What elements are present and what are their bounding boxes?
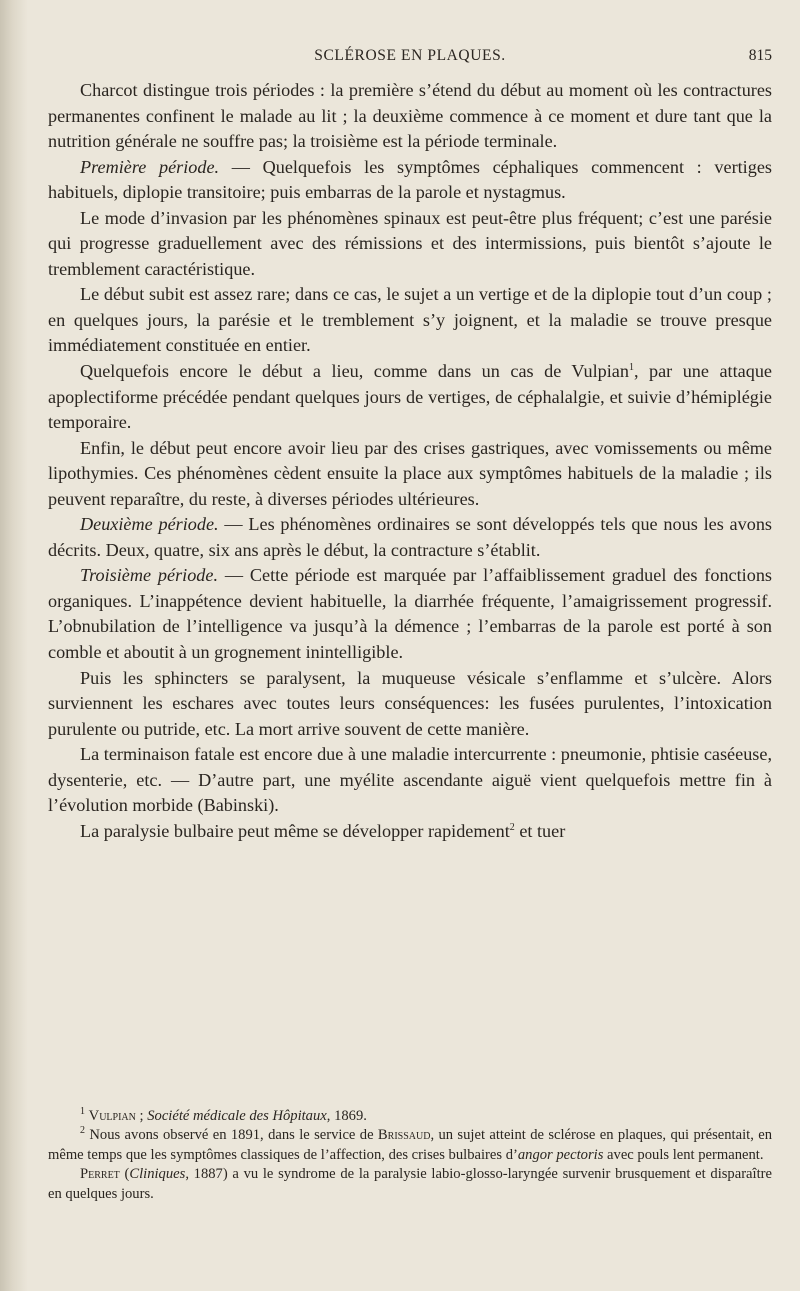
paragraph-2: Première période. — Quelquefois les symptômes céphaliques commencent : vertiges habituels, diplopie transitoire; puis embarras de la parole et nystagmus. <box>48 156 772 203</box>
footnote-1: $^1$ Vulpian ; Société médicale des Hôpitaux, 1869. <box>80 1106 367 1124</box>
footnote-ref-2: 2 <box>509 821 515 833</box>
paragraph-11: La paralysie bulbaire peut même se développer rapidement$^2$ et tuer <box>80 820 566 841</box>
paragraph-9: Puis les sphincters se paralysent, la muqueuse vésicale s’enflamme et s’ulcère. Alors surviennent les eschares avec toutes leurs conséquences: les fusées purulentes, l’intoxication purulente ou putride, etc. La mort arrive souvent de cette manière. <box>48 667 772 739</box>
page-number: 815 <box>748 47 772 64</box>
paragraph-5: Quelquefois encore le début a lieu, comme dans un cas de Vulpian$^1$, par une attaque apoplectiforme précédée pendant quelques jours de vertiges, de céphalalgie, et suivie d’hémiplégie temporaire. <box>48 361 772 433</box>
footnotes <box>48 1107 772 1204</box>
book-page <box>48 0 772 1291</box>
footnote-marker-2: 2 <box>80 1125 85 1137</box>
paragraph-4: Le début subit est assez rare; dans ce cas, le sujet a un vertige et de la diplopie tout d’un coup ; en quelques jours, la parésie et le tremblement s’y joignent, et la maladie se trouve presque immédiatement constituée en entier. <box>48 284 772 356</box>
body-text <box>48 78 772 844</box>
paragraph-7: Deuxième période. — Les phénomènes ordinaires se sont développés tels que nous les avons décrits. Deux, quatre, six ans après le début, la contracture s’établit. <box>48 514 772 560</box>
section-heading-second-period: Deuxième période. <box>80 514 219 535</box>
footnote-2: $^2$ Nous avons observé en 1891, dans le service de Brissaud, un sujet atteint de sclérose en plaques, qui présentait, en même temps que les symptômes classiques de l’affection, des crises bulbaires d’angor pectoris avec pouls lent permanent. <box>48 1125 772 1163</box>
section-heading-third-period: Troisième période. <box>80 565 219 586</box>
footnote-ref-1: 1 <box>628 361 634 373</box>
running-head <box>48 45 772 69</box>
footnote-marker-1: 1 <box>80 1106 85 1118</box>
paragraph-1: Charcot distingue trois périodes : la première s’étend du début au moment où les contractures permanentes confinent le malade au lit ; la deuxième commence à ce moment et dure tant que la nutrition générale ne souffre pas; la troisième est la période terminale. <box>48 80 772 152</box>
paragraph-6: Enfin, le début peut encore avoir lieu par des crises gastriques, avec vomissements ou même lipothymies. Ces phénomènes cèdent ensuite la place aux symptômes habituels de la maladie ; ils peuvent reparaître, du reste, à diverses périodes ultérieures. <box>48 437 772 509</box>
footnote-2-continued: Perret (Cliniques, 1887) a vu le syndrome de la paralysie labio-glosso-laryngée survenir brusquement et disparaître en quelques jours. <box>48 1166 772 1202</box>
paragraph-3: Le mode d’invasion par les phénomènes spinaux est peut-être plus fréquent; c’est une parésie qui progresse graduellement avec des rémissions et des intermissions, puis bientôt s’ajoute le tremblement caractéristique. <box>48 207 772 279</box>
paragraph-10: La terminaison fatale est encore due à une maladie intercurrente : pneumonie, phtisie caséeuse, dysenterie, etc. — D’autre part, une myélite ascendante aiguë vient quelquefois mettre fin à l’évolution morbide (Babinski). <box>48 744 772 816</box>
book-binding-shadow <box>0 0 28 1291</box>
paragraph-8: Troisième période. — Cette période est marquée par l’affaiblissement graduel des fonctions organiques. L’inappétence devient habituelle, la diarrhée fréquente, l’amaigrissement progressif. L’obnubilation de l’intelligence va jusqu’à la démence ; l’embarras de la parole est porté à son comble et aboutit à un grognement inintelligible. <box>48 565 772 663</box>
section-heading-first-period: Première période. <box>80 156 220 177</box>
running-title: SCLÉROSE EN PLAQUES. <box>314 47 506 64</box>
